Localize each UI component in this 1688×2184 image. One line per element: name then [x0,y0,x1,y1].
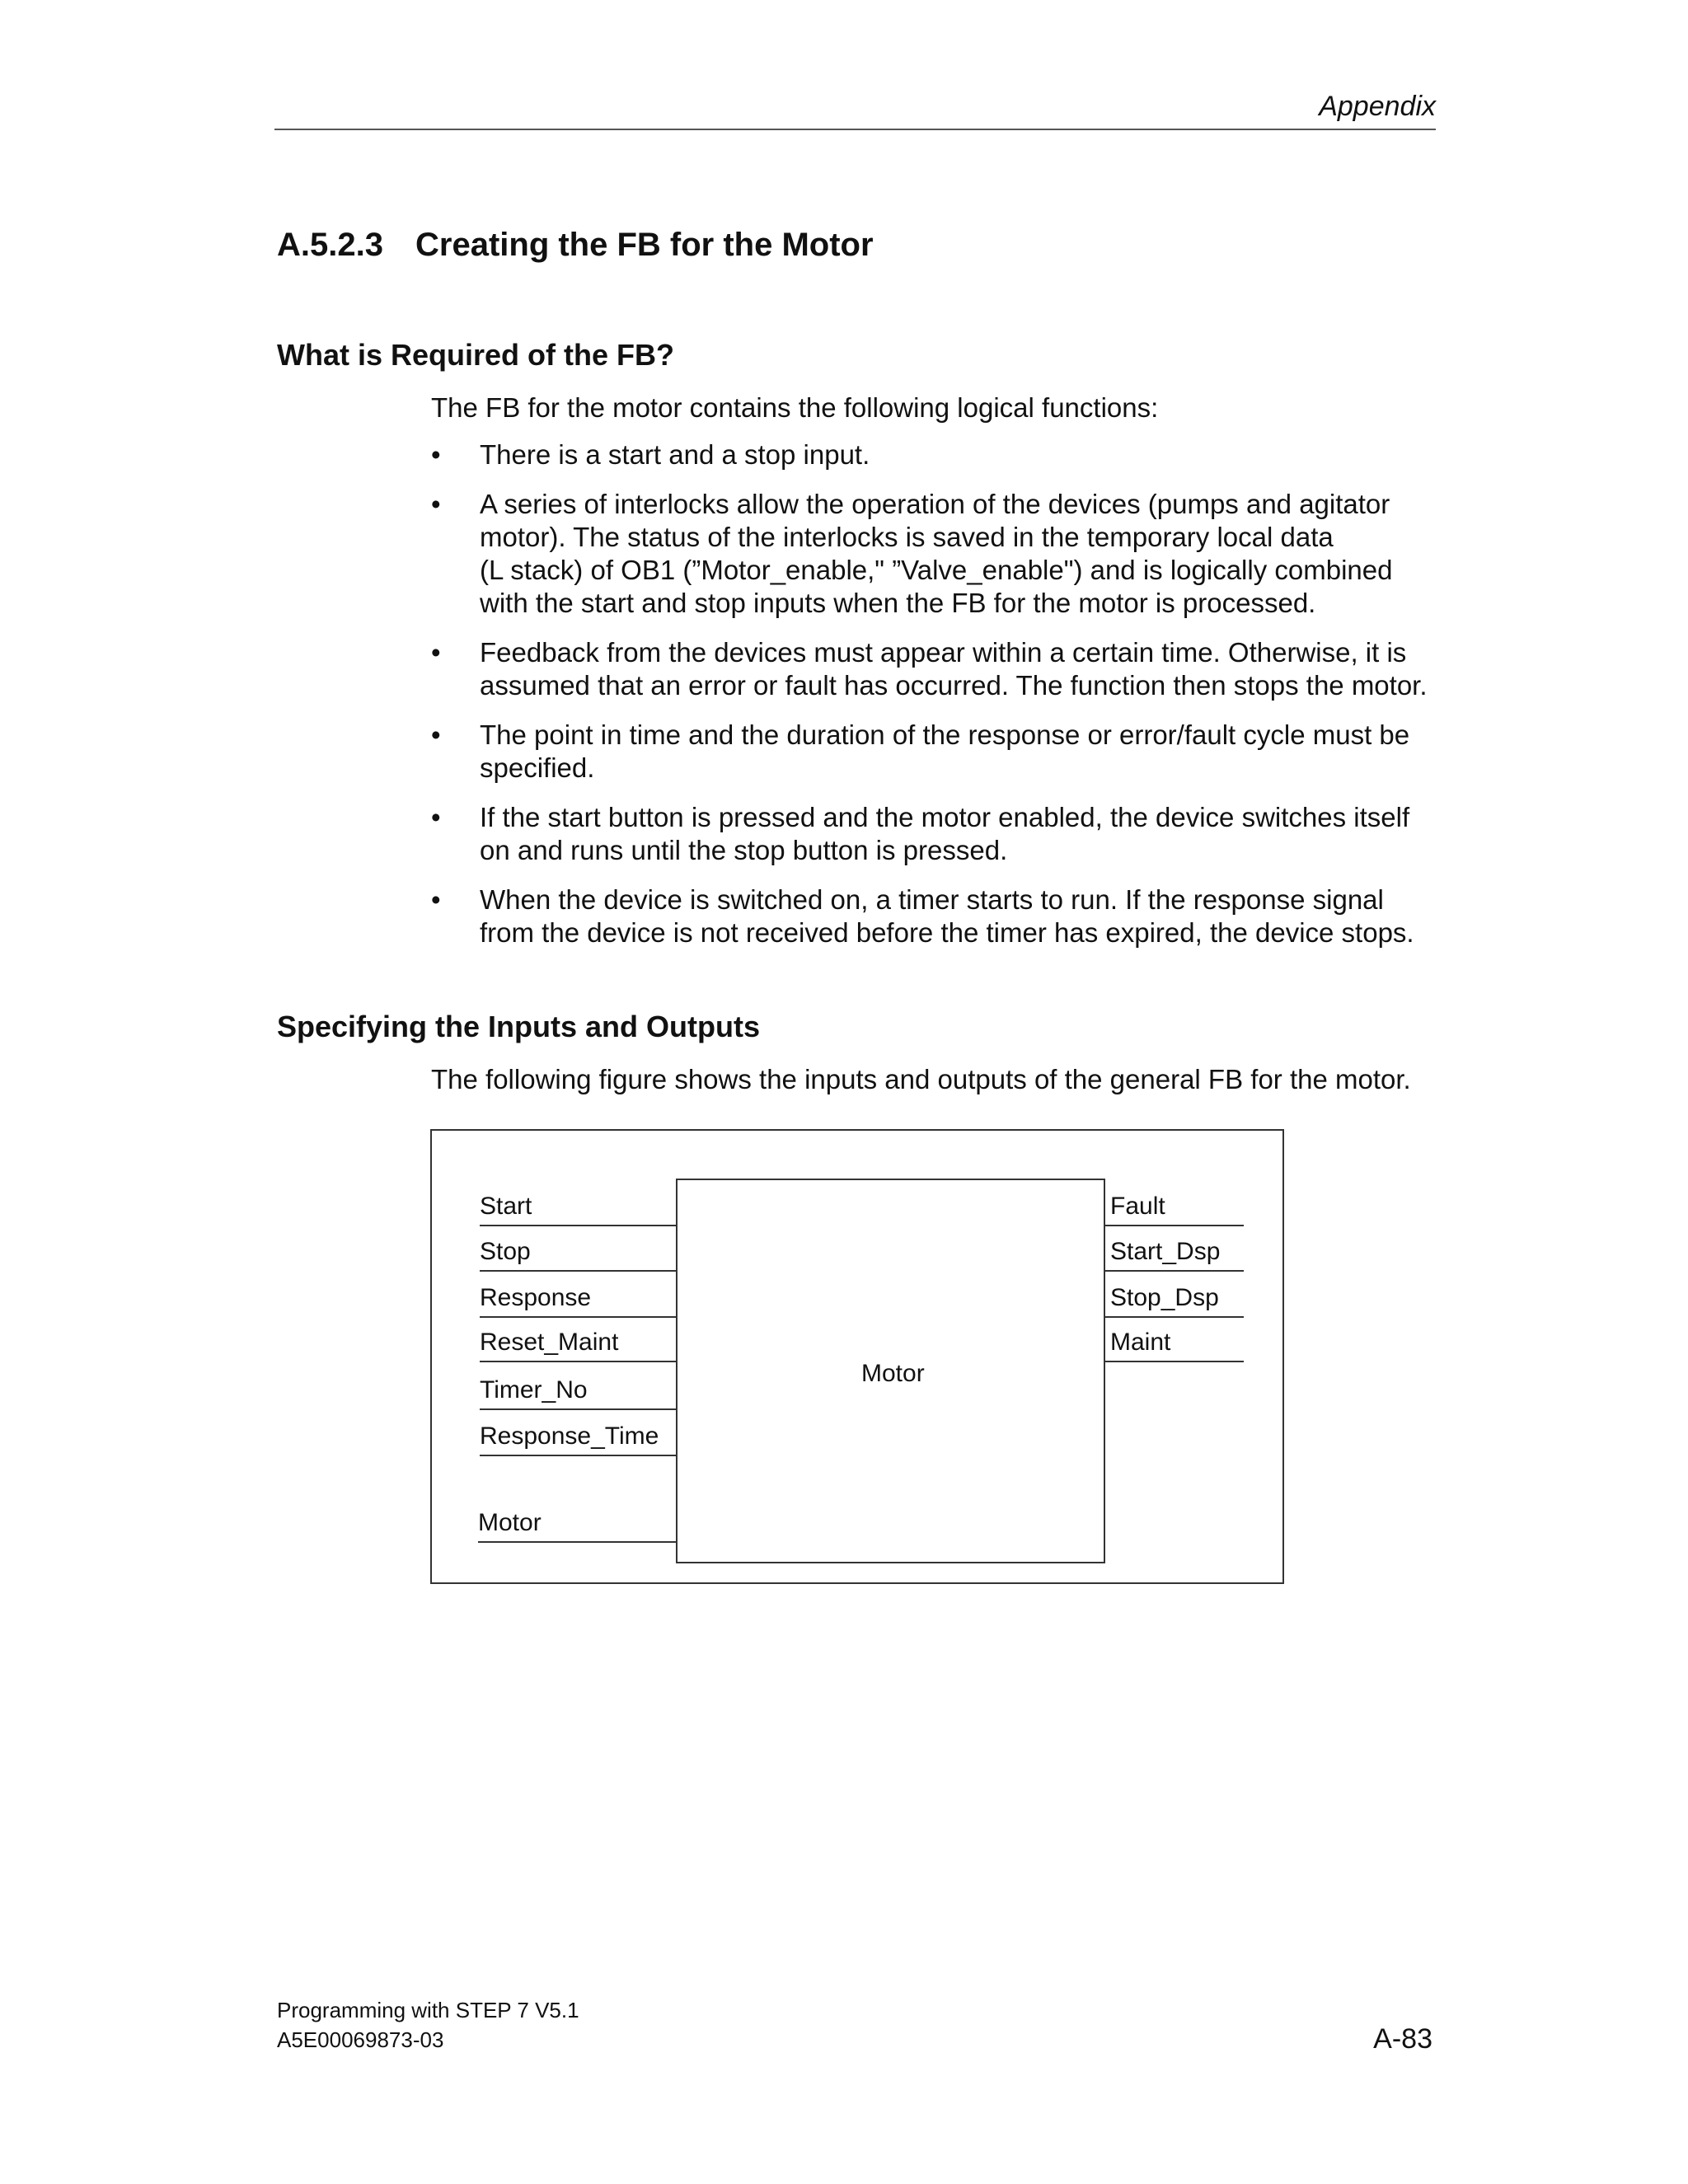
list-item: • If the start button is pressed and the motor enabled, the device switches itself on and runs until the stop button is pressed. [431,801,1445,867]
running-header: Appendix [1319,91,1436,122]
output-pin-label: Stop_Dsp [1110,1284,1219,1311]
list-item-line: motor). The status of the interlocks is saved in the temporary local data [480,522,1334,552]
list-item: • The point in time and the duration of the response or error/fault cycle must be specified. [431,719,1445,785]
subheading-io: Specifying the Inputs and Outputs [277,1010,761,1043]
input-pin-label: Start [480,1193,532,1220]
list-item-line: A series of interlocks allow the operation of the devices (pumps and agitator [480,489,1390,519]
input-pin-label: Stop [480,1238,531,1265]
list-item-line: assumed that an error or fault has occurred. The function then stops the motor. [480,670,1428,701]
list-item: • When the device is switched on, a timer starts to run. If the response signal from the device is not received before the timer has expired, the device stops. [431,883,1445,949]
input-pin-line [480,1270,676,1272]
input-pin-label: Response_Time [480,1422,659,1450]
section-title-text: Creating the FB for the Motor [415,227,874,263]
subheading-required: What is Required of the FB? [277,338,674,372]
required-intro: The FB for the motor contains the following logical functions: [431,392,1159,423]
in-out-pin-line [478,1541,676,1543]
section-number: A.5.2.3 [277,227,383,263]
output-pin-label: Maint [1110,1329,1171,1356]
header-rule [274,129,1436,130]
list-item-line: (L stack) of OB1 (”Motor_enable," ”Valve_enable") and is logically combined [480,555,1393,585]
input-pin-line [480,1408,676,1410]
output-pin-line [1105,1270,1244,1272]
list-item: • There is a start and a stop input. [431,439,870,470]
list-item-line: with the start and stop inputs when the FB for the motor is processed. [480,588,1316,618]
input-pin-label: Response [480,1284,592,1311]
list-item: • A series of interlocks allow the operation of the devices (pumps and agitator motor). The status of the interlocks is saved in the temporary local data (L stack) of OB1 (”Motor_enable," ”Valve_enable") and is logically combined with the start and stop inputs when the FB for the motor is processed. [431,488,1445,620]
input-pin-line [480,1455,676,1456]
list-item-line: When the device is switched on, a timer starts to run. If the response signal [480,884,1384,915]
input-pin-line [480,1316,676,1318]
footer-doc-id: A5E00069873-03 [277,2027,444,2052]
io-intro: The following figure shows the inputs and outputs of the general FB for the motor. [431,1064,1411,1094]
list-item-line: The point in time and the duration of the response or error/fault cycle must be [480,719,1410,750]
output-pin-line [1105,1316,1244,1318]
output-pin-line [1105,1361,1244,1362]
fb-block-name: Motor [861,1360,925,1387]
list-item-line: If the start button is pressed and the motor enabled, the device switches itself [480,802,1410,832]
list-item: • Feedback from the devices must appear within a certain time. Otherwise, it is assumed that an error or fault has occurred. The function then stops the motor. [431,636,1445,702]
output-pin-label: Start_Dsp [1110,1238,1221,1265]
output-pin-line [1105,1225,1244,1226]
list-item-text: There is a start and a stop input. [480,439,870,470]
output-pin-label: Fault [1110,1193,1165,1220]
list-item-line: Feedback from the devices must appear within a certain time. Otherwise, it is [480,637,1407,668]
input-pin-line [480,1361,676,1362]
requirements-list [431,438,1445,966]
list-item-line: from the device is not received before the timer has expired, the device stops. [480,917,1414,948]
in-out-pin-label: Motor [478,1509,542,1536]
input-pin-line [480,1225,676,1226]
list-item-line: specified. [480,752,595,783]
footer-title: Programming with STEP 7 V5.1 [277,1998,579,2022]
page-number: A-83 [1373,2023,1432,2055]
input-pin-label: Reset_Maint [480,1329,619,1356]
list-item-line: on and runs until the stop button is pressed. [480,835,1008,865]
input-pin-label: Timer_No [480,1376,588,1404]
section-title [277,227,874,264]
